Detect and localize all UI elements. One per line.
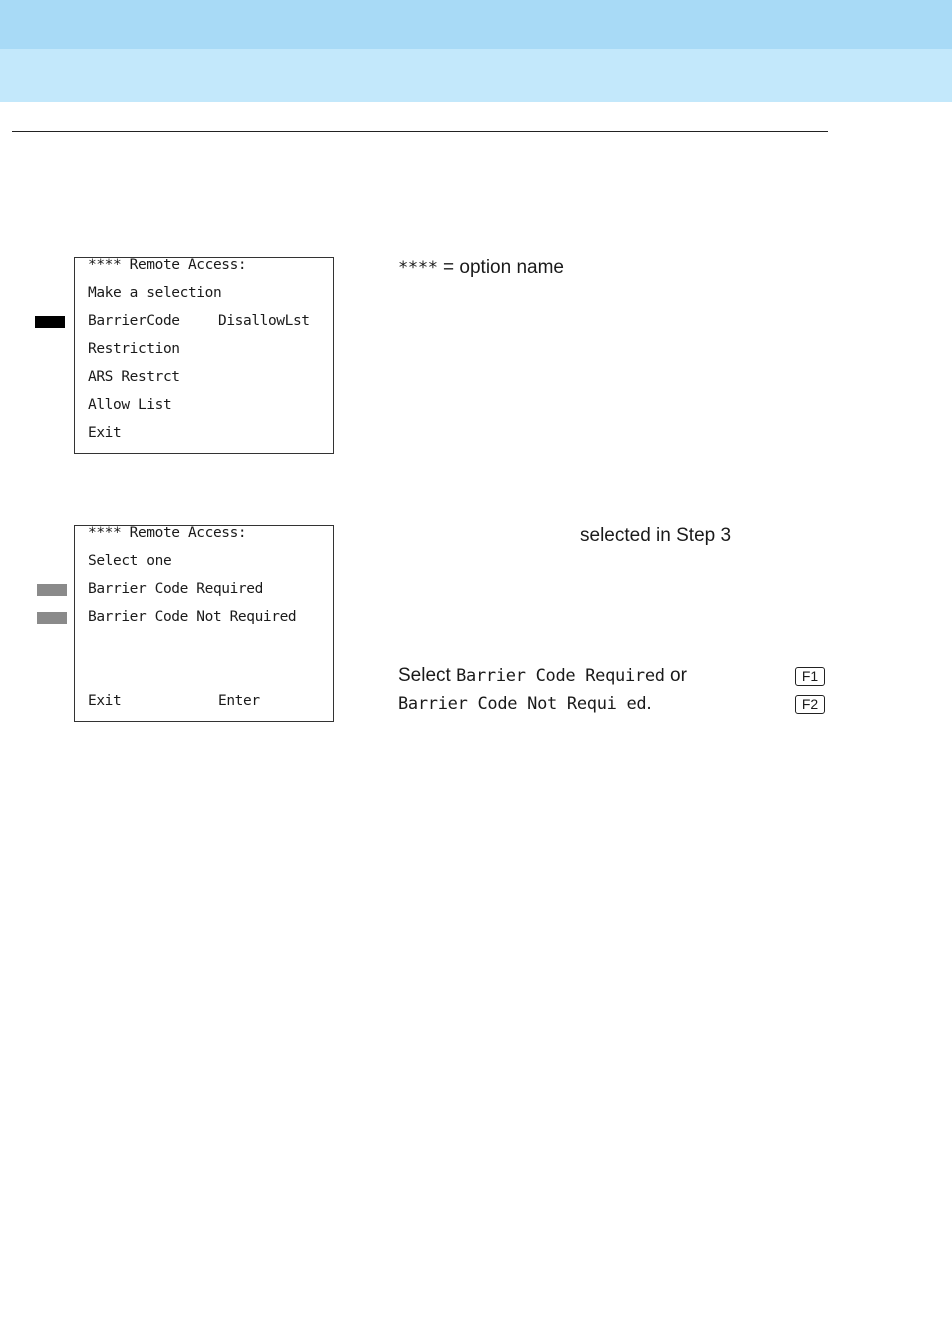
display-screen-menu: [74, 257, 334, 454]
exit-softkey[interactable]: Exit: [88, 693, 122, 709]
horizontal-rule: [12, 131, 828, 132]
required-label: Barrier Code Required: [456, 666, 665, 686]
menu-item-ars-restrict[interactable]: ARS Restrct: [88, 369, 180, 385]
header-band-top: [0, 0, 952, 49]
enter-softkey[interactable]: Enter: [218, 693, 260, 709]
option-barrier-code-not-required[interactable]: Barrier Code Not Required: [88, 609, 297, 625]
menu-item-barrier-code[interactable]: BarrierCode: [88, 313, 180, 329]
select-instruction-line2: [398, 692, 652, 716]
line-marker-required: [37, 584, 67, 596]
selected-line-marker: [35, 316, 65, 328]
menu-item-allow-list[interactable]: Allow List: [88, 397, 172, 413]
option-barrier-code-required[interactable]: Barrier Code Required: [88, 581, 263, 597]
period: .: [646, 693, 652, 714]
select-instruction-line1: [398, 664, 687, 688]
or-word: or: [664, 665, 687, 686]
selected-step-note: selected in Step 3: [580, 525, 732, 546]
display-screen-select: [74, 525, 334, 722]
screen-prompt: Select one: [88, 553, 172, 569]
line-marker-not-required: [37, 612, 67, 624]
option-stars: ****: [398, 258, 438, 278]
menu-item-exit[interactable]: Exit: [88, 425, 122, 441]
option-name-text: = option name: [437, 257, 564, 278]
f2-key[interactable]: F2: [795, 695, 825, 714]
screen-title: **** Remote Access:: [88, 257, 247, 273]
option-name-note: [398, 256, 564, 280]
select-word: Select: [398, 665, 457, 686]
menu-item-disallow-list[interactable]: DisallowLst: [218, 313, 310, 329]
not-required-label: Barrier Code Not Requi ed: [398, 694, 647, 714]
menu-item-restriction[interactable]: Restriction: [88, 341, 180, 357]
screen-prompt[interactable]: Make a selection: [88, 285, 222, 301]
screen-title: **** Remote Access:: [88, 525, 247, 541]
f1-key[interactable]: F1: [795, 667, 825, 686]
header-band-bottom: [0, 49, 952, 102]
